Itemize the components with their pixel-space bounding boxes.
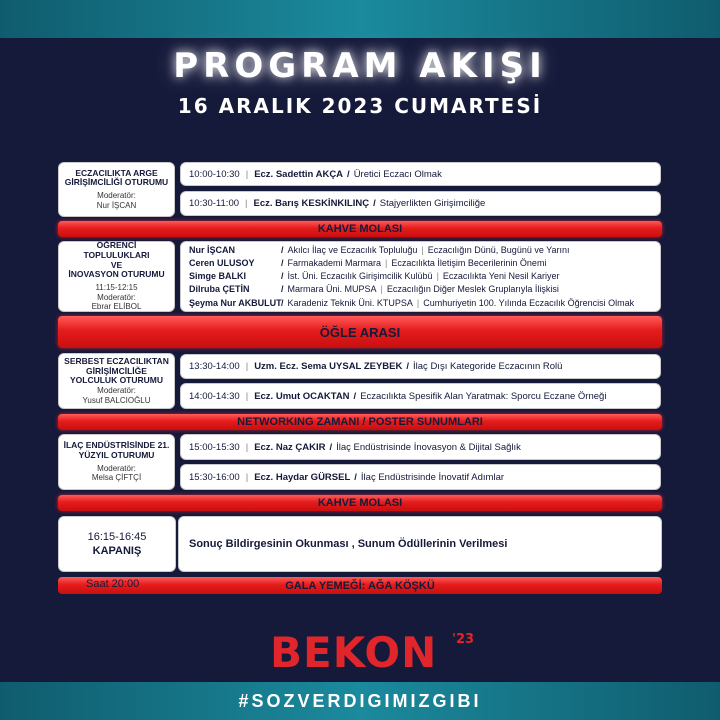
page-date: 16 ARALIK 2023 CUMARTESİ bbox=[177, 94, 543, 118]
panelist-topic: Eczacılıkta İletişim Becerilerinin Önemi bbox=[391, 258, 547, 269]
separator: | bbox=[245, 361, 249, 372]
session-3-talk-2 bbox=[180, 383, 661, 409]
talk-time: 10:30-11:00 bbox=[189, 198, 240, 209]
session-2-info bbox=[58, 241, 175, 312]
closing-time: 16:15-16:45 bbox=[87, 531, 147, 543]
panelist-topic: Eczacılığın Dünü, Bugünü ve Yarını bbox=[427, 245, 570, 255]
closing-text: Sonuç Bildirgesinin Okunması , Sunum Ödüllerinin Verilmesi bbox=[189, 538, 508, 550]
panelist-name: Simge BALKI bbox=[189, 271, 247, 282]
panelist-org: Karadeniz Teknik Üni. KTUPSA bbox=[287, 297, 413, 308]
talk-speaker: Ecz. Sadettin AKÇA bbox=[254, 168, 344, 180]
talk-topic: İlaç Endüstrisinde İnovasyon & Dijital Sağlık bbox=[336, 441, 521, 453]
panelist-org: Akılcı İlaç ve Eczacılık Topluluğu bbox=[287, 245, 418, 255]
talk-topic: Üretici Eczacı Olmak bbox=[353, 168, 442, 180]
panelist-name: Ceren ULUSOY bbox=[189, 258, 255, 269]
session-2-panelists bbox=[180, 241, 661, 312]
slash: / bbox=[406, 361, 410, 372]
logo-text: BEKON bbox=[270, 628, 438, 677]
panelist-org: İst. Üni. Eczacılık Girişimcilik Kulübü bbox=[287, 271, 433, 282]
talk-speaker: Ecz. Haydar GÜRSEL bbox=[254, 471, 351, 483]
talk-time: 14:00-14:30 bbox=[189, 390, 240, 402]
gala-time: Saat 20:00 bbox=[86, 578, 140, 590]
panelist-org: Farmakademi Marmara bbox=[287, 258, 382, 269]
session-2-time: 11:15-12:15 bbox=[95, 283, 138, 293]
talk-topic: İlaç Endüstrisinde İnovatif Adımlar bbox=[360, 471, 505, 483]
logo-year: '23 bbox=[452, 632, 475, 647]
talk-speaker: Ecz. Barış KESKİNKILINÇ bbox=[253, 198, 370, 209]
closing-label: KAPANIŞ bbox=[92, 545, 142, 557]
session-2-moderator-label: Moderatör: bbox=[97, 292, 136, 302]
talk-time: 10:00-10:30 bbox=[189, 168, 240, 180]
coffee-break-2 bbox=[58, 495, 662, 511]
panelist-name: Dilruba ÇETİN bbox=[189, 284, 250, 295]
talk-time: 15:30-16:00 bbox=[189, 471, 240, 483]
slash: / bbox=[373, 198, 376, 209]
session-2-title-line-3: İNOVASYON OTURUMU bbox=[68, 269, 165, 280]
coffee-break-2-label: KAHVE MOLASI bbox=[317, 497, 403, 509]
panelist-name: Nur İŞCAN bbox=[189, 245, 236, 255]
session-2-title-line-1: ÖĞRENCİ TOPLULUKLARI bbox=[83, 240, 150, 260]
networking-label: NETWORKING ZAMANI / POSTER SUNUMLARI bbox=[237, 416, 483, 428]
separator: | bbox=[245, 198, 248, 209]
page-title: PROGRAM AKIŞI bbox=[173, 46, 547, 86]
separator: | bbox=[245, 471, 249, 483]
session-4-talk-1 bbox=[180, 434, 661, 460]
panelist-row: Dilruba ÇETİN / Marmara Üni. MUPSA | Eczacılığın Diğer Meslek Gruplarıyla İlişkisi bbox=[189, 284, 559, 295]
session-1-talk-1 bbox=[180, 162, 661, 186]
session-3-info bbox=[58, 353, 175, 409]
lunch-break bbox=[58, 316, 662, 348]
talk-speaker: Ecz. Naz ÇAKIR bbox=[254, 441, 326, 453]
session-1-moderator: Nur İŞCAN bbox=[96, 200, 137, 210]
session-4-info bbox=[58, 434, 175, 490]
panelist-row: Simge BALKI / İst. Üni. Eczacılık Girişimcilik Kulübü | Eczacılıkta Yeni Nesil Kariyer bbox=[189, 271, 560, 282]
closing-description bbox=[178, 516, 662, 572]
talk-speaker: Uzm. Ecz. Sema UYSAL ZEYBEK bbox=[254, 361, 403, 372]
talk-topic: Eczacılıkta Spesifik Alan Yaratmak: Sporcu Eczane Örneği bbox=[360, 390, 607, 402]
bottom-band bbox=[0, 682, 720, 720]
session-2-moderator: Ebrar ELİBOL bbox=[91, 302, 142, 312]
talk-speaker: Ecz. Umut OCAKTAN bbox=[254, 390, 350, 402]
panelist-org: Marmara Üni. MUPSA bbox=[287, 284, 377, 295]
slash: / bbox=[354, 471, 357, 483]
closing-info bbox=[58, 516, 176, 572]
panelist-topic: Cumhuriyetin 100. Yılında Eczacılık Öğrencisi Olmak bbox=[423, 297, 635, 308]
talk-time: 15:00-15:30 bbox=[189, 441, 240, 453]
panelist-topic: Eczacılığın Diğer Meslek Gruplarıyla İlişkisi bbox=[386, 284, 559, 295]
talk-topic: Stajyerlikten Girişimciliğe bbox=[379, 198, 486, 209]
panelist-row: Nur İŞCAN / Akılcı İlaç ve Eczacılık Topluluğu | Eczacılığın Dünü, Bugünü ve Yarını bbox=[189, 245, 570, 255]
hashtag: #SOZVERDIGIMIZGIBI bbox=[238, 690, 482, 711]
bekon-logo bbox=[270, 628, 475, 678]
session-4-title: İLAÇ ENDÜSTRİSİNDE 21. YÜZYIL OTURUMU bbox=[63, 440, 170, 460]
session-3-title: SERBEST ECZACILIKTAN GİRİŞİMCİLİĞE YOLCULUK OTURUMU bbox=[64, 355, 169, 386]
session-4-moderator: Melsa ÇİFTÇİ bbox=[91, 473, 142, 483]
panelist-topic: Eczacılıkta Yeni Nesil Kariyer bbox=[442, 271, 560, 282]
gala-bar bbox=[58, 577, 662, 594]
panelist-name: Şeyma Nur AKBULUT bbox=[189, 297, 282, 308]
separator: | bbox=[245, 168, 249, 180]
slash: / bbox=[329, 441, 333, 453]
panelist-row: Şeyma Nur AKBULUT / Karadeniz Teknik Üni. KTUPSA | Cumhuriyetin 100. Yılında Eczacılık Öğrencisi Olmak bbox=[189, 297, 635, 308]
slash: / bbox=[353, 390, 357, 402]
session-3-moderator-label: Moderatör: bbox=[97, 386, 136, 396]
networking-bar bbox=[58, 414, 662, 430]
top-band bbox=[0, 0, 720, 38]
session-1-moderator-label: Moderatör: bbox=[97, 191, 136, 201]
talk-topic: İlaç Dışı Kategoride Eczacının Rolü bbox=[413, 361, 563, 372]
session-1-title: ECZACILIKTA ARGE GİRİŞİMCİLİĞİ OTURUMU bbox=[64, 167, 169, 188]
session-2-title-line-2: VE bbox=[110, 259, 123, 270]
session-1-talk-2 bbox=[180, 191, 661, 216]
coffee-break-1 bbox=[58, 221, 662, 237]
coffee-break-1-label: KAHVE MOLASI bbox=[317, 223, 403, 235]
separator: | bbox=[245, 441, 249, 453]
panelist-row: Ceren ULUSOY / Farmakademi Marmara | Eczacılıkta İletişim Becerilerinin Önemi bbox=[189, 258, 547, 269]
session-3-talk-1 bbox=[180, 354, 661, 379]
gala-text: GALA YEMEĞİ: AĞA KÖŞKÜ bbox=[285, 579, 435, 592]
session-4-talk-2 bbox=[180, 464, 661, 490]
slash: / bbox=[347, 168, 350, 180]
session-3-moderator: Yusuf BALCIOĞLU bbox=[82, 395, 151, 405]
session-4-moderator-label: Moderatör: bbox=[97, 463, 136, 473]
separator: | bbox=[245, 390, 249, 402]
session-1-info bbox=[58, 162, 175, 217]
lunch-break-label: ÖĞLE ARASI bbox=[319, 324, 401, 340]
talk-time: 13:30-14:00 bbox=[189, 361, 240, 372]
